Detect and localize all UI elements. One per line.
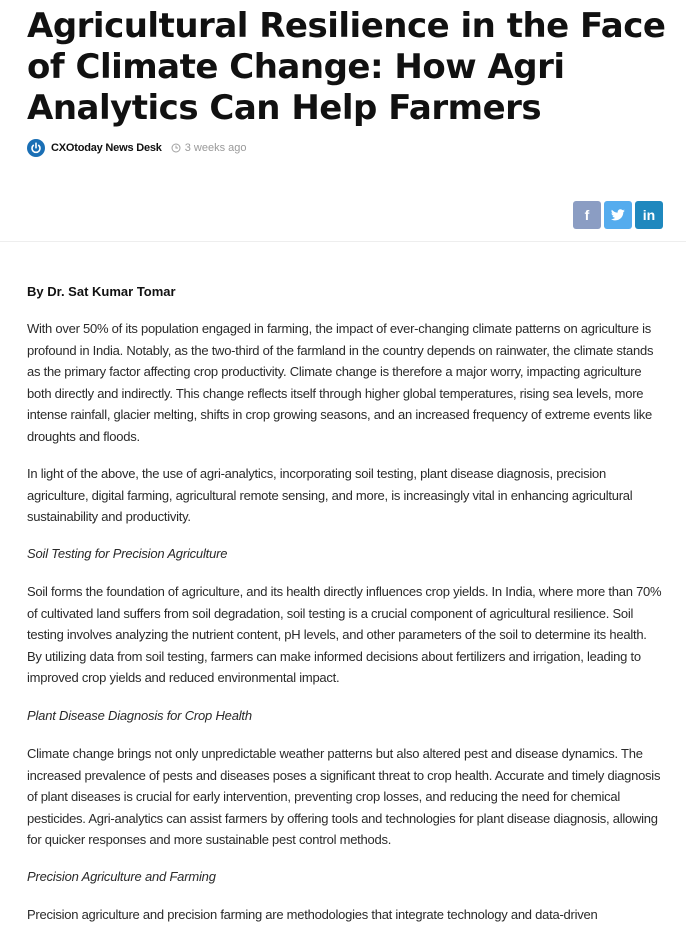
subheading-plant-disease: Plant Disease Diagnosis for Crop Health (27, 708, 252, 723)
facebook-share-button[interactable] (573, 201, 601, 229)
share-buttons (573, 201, 663, 229)
publish-time: 3 weeks ago (184, 142, 247, 154)
linkedin-share-button[interactable] (635, 201, 663, 229)
twitter-share-button[interactable] (604, 201, 632, 229)
paragraph-soil-testing: Soil forms the foundation of agriculture, and its health directly influences crop yields. In India, where more than 70% of cultivated land suffers from soil degradation, soil testing is a crucial component of agricultural resilience. Soil testing involves analyzing the nutrient content, pH levels, and other parameters of the soil to determine its health. By utilizing data from soil testing, farmers can make informed decisions about fertilizers and irrigation, leading to improved crop yields and reduced environmental impact. (27, 584, 662, 686)
paragraph-plant-disease: Climate change brings not only unpredictable weather patterns but also altered pest and disease dynamics. The increased prevalence of pests and diseases poses a significant threat to crop health. Accurate and timely diagnosis of plant diseases is crucial for early intervention, preventing crop losses, and reducing the need for chemical pesticides. Agri-analytics can assist farmers by offering tools and technologies for plant disease diagnosis, allowing for quicker responses and more sustainable pest control methods. (27, 746, 661, 848)
article-meta (27, 138, 246, 158)
paragraph-intro: With over 50% of its population engaged in farming, the impact of ever-changing climate patterns on agriculture is profound in India. Notably, as the two-third of the farmland in the country depends on rainwater, the climate stands as the primary factor affecting crop productivity. Climate change is therefore a major worry, impacting agriculture both directly and indirectly. This change reflects itself through higher global temperatures, rising sea levels, more intense rainfall, glacier melting, shifts in crop growing seasons, and an increased frequency of extreme events like droughts and floods. (27, 321, 654, 444)
paragraph-precision-agriculture: Precision agriculture and precision farming are methodologies that integrate technology and data-driven (27, 907, 598, 922)
subheading-precision-agriculture: Precision Agriculture and Farming (27, 869, 216, 884)
article-title: Agricultural Resilience in the Face of Climate Change: How Agri Analytics Can Help Farmers (27, 6, 666, 128)
article-byline: By Dr. Sat Kumar Tomar (27, 284, 176, 299)
paragraph-agri-analytics: In light of the above, the use of agri-analytics, incorporating soil testing, plant disease diagnosis, precision agriculture, digital farming, agricultural remote sensing, and more, is increasingly vital in enhancing agricultural sustainability and productivity. (27, 466, 633, 525)
twitter-icon (611, 209, 625, 221)
linkedin-icon: in (642, 207, 656, 223)
power-icon (30, 142, 42, 154)
subheading-soil-testing: Soil Testing for Precision Agriculture (27, 546, 228, 561)
header-divider (0, 241, 686, 242)
author-logo-icon[interactable] (27, 139, 45, 157)
author-name-link[interactable]: CXOtoday News Desk (51, 142, 162, 154)
facebook-icon: f (584, 207, 590, 223)
clock-icon (171, 143, 181, 153)
